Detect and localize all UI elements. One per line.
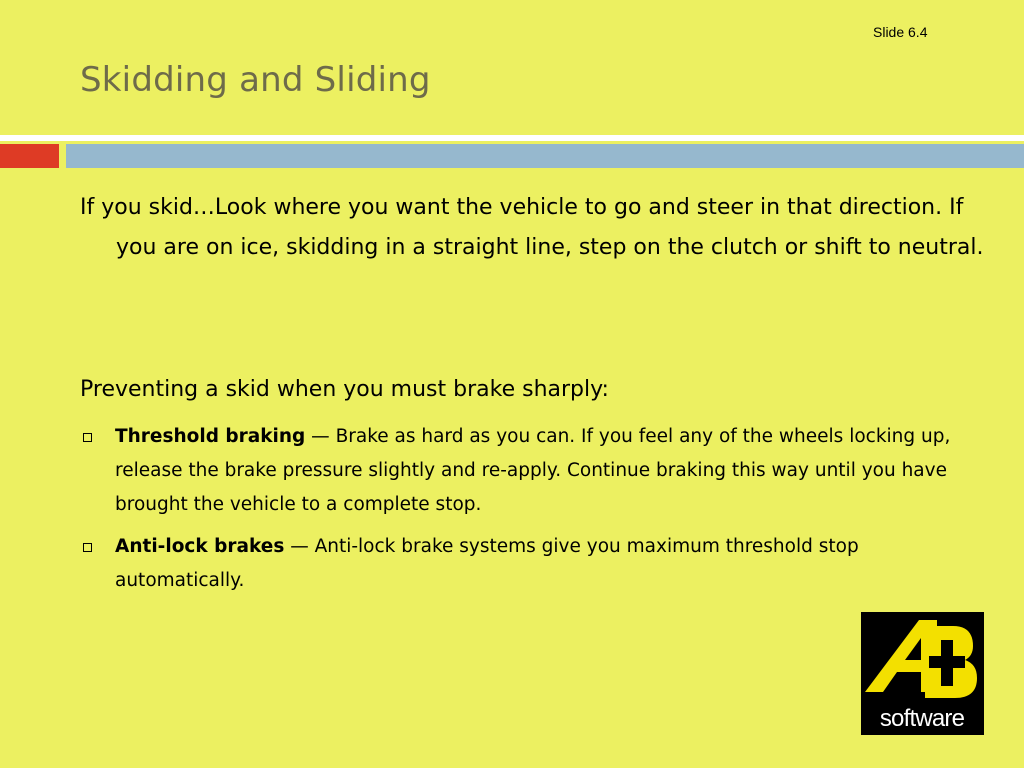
logo-text: software [879, 705, 965, 732]
title-divider-blue [66, 144, 1024, 168]
slide-title: Skidding and Sliding [80, 60, 431, 100]
title-divider-red [0, 144, 59, 168]
bullet-item-anti-lock-brakes [80, 530, 970, 598]
slide-number: Slide 6.4 [873, 24, 928, 40]
bullet-term: Threshold braking [115, 426, 306, 447]
bullet-separator: — [305, 426, 336, 447]
bullet-text: Anti-lock brake systems give you maximum threshold stop automatically. [115, 536, 859, 591]
logo-plus-horizontal [929, 656, 965, 668]
prevent-skid-heading: Preventing a skid when you must brake sharply: [80, 377, 609, 402]
bullet-term: Anti-lock brakes [115, 536, 285, 557]
bullet-item-threshold-braking [80, 420, 970, 522]
bullet-separator: — [284, 536, 315, 557]
skid-paragraph: If you skid…Look where you want the vehicle to go and steer in that direction. If you are on ice, skidding in a straight line, step on the clutch or shift to neutral. [80, 195, 984, 260]
bullet-list [80, 420, 970, 606]
square-bullet-icon [83, 543, 92, 552]
square-bullet-icon [83, 433, 92, 442]
ab-software-logo-icon [861, 612, 984, 735]
bullet-text: Brake as hard as you can. If you feel any of the wheels locking up, release the brake pressure slightly and re-apply. Continue braking this way until you have brought the vehicle to a complete stop. [115, 426, 951, 515]
title-divider-white [0, 135, 1024, 141]
